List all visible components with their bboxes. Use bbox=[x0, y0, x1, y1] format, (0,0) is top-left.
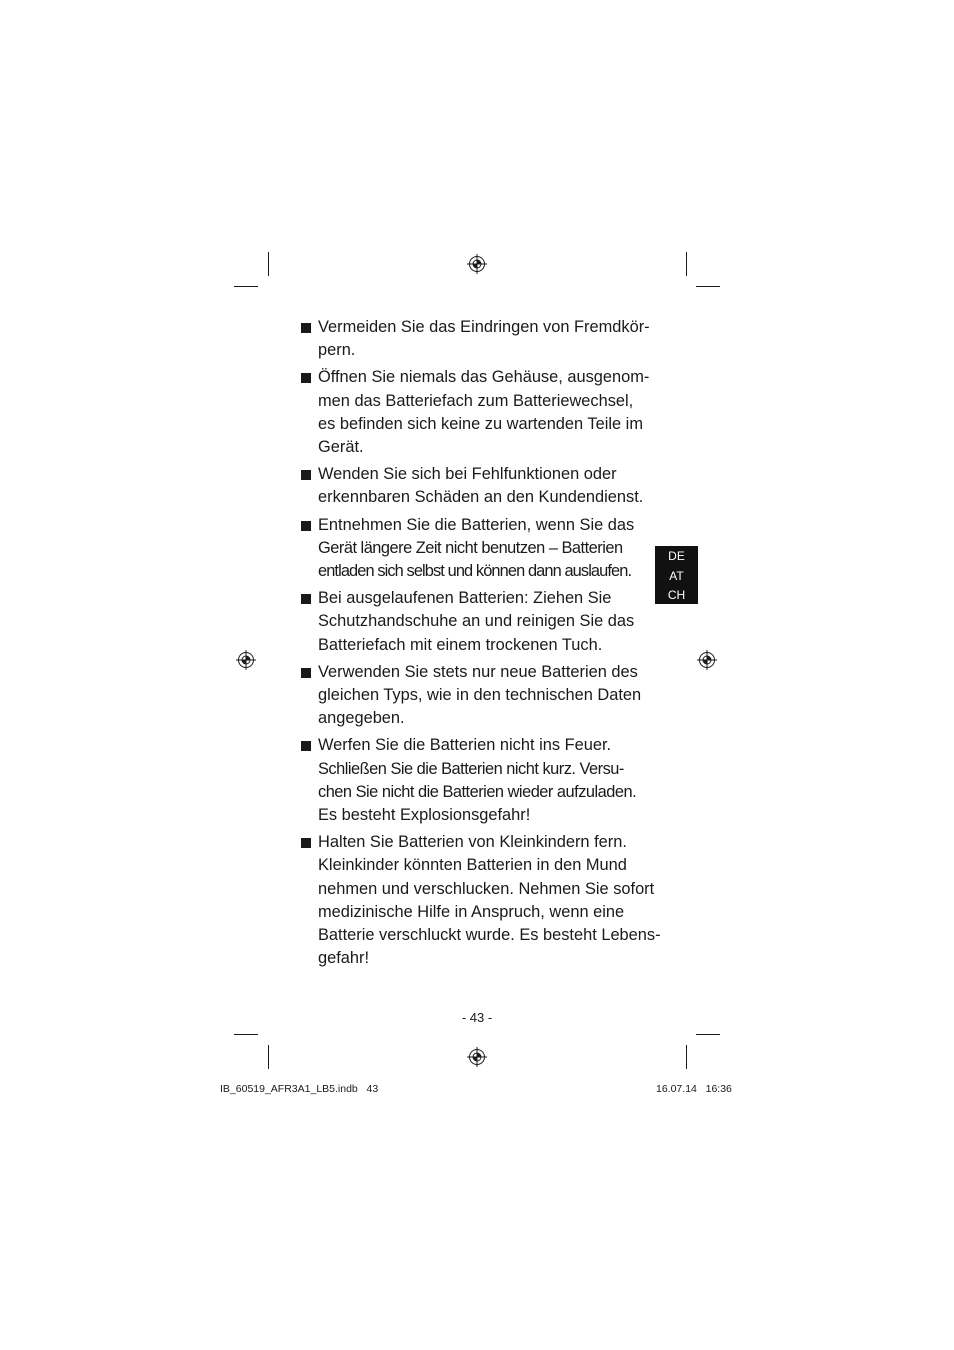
crop-mark-bottom-left-vertical bbox=[268, 1045, 269, 1069]
list-item-line: Schutzhandschuhe an und reinigen Sie das bbox=[318, 612, 635, 631]
list-item bbox=[300, 831, 660, 970]
list-item-line: men das Batteriefach zum Batteriewechsel, bbox=[318, 391, 634, 410]
crop-mark-top-left-vertical bbox=[268, 252, 269, 276]
square-bullet-icon bbox=[301, 521, 311, 531]
country-code: DE bbox=[668, 549, 685, 563]
list-item-line: Kleinkinder könnten Batterien in den Mund bbox=[318, 856, 627, 875]
footer-file-name: IB_60519_AFR3A1_LB5.indb 43 bbox=[220, 1083, 379, 1095]
registration-mark-icon bbox=[467, 254, 487, 274]
list-item-line: Öffnen Sie niemals das Gehäuse, ausgenom- bbox=[318, 368, 650, 387]
crop-mark-bottom-left-horizontal bbox=[234, 1034, 258, 1035]
list-item-line: gleichen Typs, wie in den technischen Daten bbox=[318, 686, 642, 705]
country-tab bbox=[655, 546, 698, 604]
list-item-line: Gerät. bbox=[318, 438, 364, 457]
square-bullet-icon bbox=[301, 741, 311, 751]
list-item-line: es befinden sich keine zu wartenden Teile im bbox=[318, 414, 643, 433]
footer-date-time: 16.07.14 16:36 bbox=[656, 1083, 732, 1095]
page-number: - 43 - bbox=[461, 1010, 493, 1025]
registration-mark-icon bbox=[467, 1047, 487, 1067]
safety-instructions-list bbox=[300, 316, 660, 974]
list-item-line: Entnehmen Sie die Batterien, wenn Sie das bbox=[318, 515, 635, 534]
list-item-line: Gerät längere Zeit nicht benutzen – Batterien bbox=[318, 538, 623, 557]
list-item bbox=[300, 661, 660, 731]
list-item-line: Vermeiden Sie das Eindringen von Fremdkör- bbox=[318, 318, 650, 336]
square-bullet-icon bbox=[301, 470, 311, 480]
crop-mark-bottom-right-horizontal bbox=[696, 1034, 720, 1035]
list-item-line: entladen sich selbst und können dann auslaufen. bbox=[318, 562, 632, 581]
list-item-line: erkennbaren Schäden an den Kundendienst. bbox=[318, 488, 644, 507]
square-bullet-icon bbox=[301, 838, 311, 848]
square-bullet-icon bbox=[301, 594, 311, 604]
crop-mark-top-right-horizontal bbox=[696, 286, 720, 287]
square-bullet-icon bbox=[301, 373, 311, 383]
registration-mark-icon bbox=[236, 650, 256, 670]
list-item-line: chen Sie nicht die Batterien wieder aufzuladen. bbox=[318, 782, 637, 801]
list-item-line: Wenden Sie sich bei Fehlfunktionen oder bbox=[318, 465, 617, 484]
square-bullet-icon bbox=[301, 668, 311, 678]
list-item-line: medizinische Hilfe in Anspruch, wenn eine bbox=[318, 902, 625, 921]
list-item-line: nehmen und verschlucken. Nehmen Sie sofort bbox=[318, 879, 655, 898]
list-item-line: Verwenden Sie stets nur neue Batterien des bbox=[318, 662, 638, 681]
crop-mark-bottom-right-vertical bbox=[686, 1045, 687, 1069]
list-item bbox=[300, 514, 660, 584]
list-item bbox=[300, 463, 660, 509]
list-item-line: Batterie verschluckt wurde. Es besteht Lebens- bbox=[318, 926, 661, 945]
square-bullet-icon bbox=[301, 323, 311, 333]
list-item bbox=[300, 366, 660, 459]
list-item-line: Halten Sie Batterien von Kleinkindern fern. bbox=[318, 833, 627, 852]
list-item-line: Werfen Sie die Batterien nicht ins Feuer. bbox=[318, 736, 612, 755]
list-item-line: Es besteht Explosionsgefahr! bbox=[318, 806, 531, 825]
list-item bbox=[300, 587, 660, 657]
list-item-line: Batteriefach mit einem trockenen Tuch. bbox=[318, 635, 603, 654]
country-code: AT bbox=[669, 568, 684, 583]
crop-mark-top-left-horizontal bbox=[234, 286, 258, 287]
list-item bbox=[300, 734, 660, 827]
list-item bbox=[300, 316, 660, 362]
list-item-line: gefahr! bbox=[318, 949, 370, 968]
list-item-line: Bei ausgelaufenen Batterien: Ziehen Sie bbox=[318, 589, 612, 608]
country-code: CH bbox=[667, 588, 686, 602]
registration-mark-icon bbox=[697, 650, 717, 670]
list-item-line: Schließen Sie die Batterien nicht kurz. Versu- bbox=[318, 759, 624, 778]
list-item-line: pern. bbox=[318, 341, 356, 360]
crop-mark-top-right-vertical bbox=[686, 252, 687, 276]
list-item-line: angegeben. bbox=[318, 709, 405, 728]
